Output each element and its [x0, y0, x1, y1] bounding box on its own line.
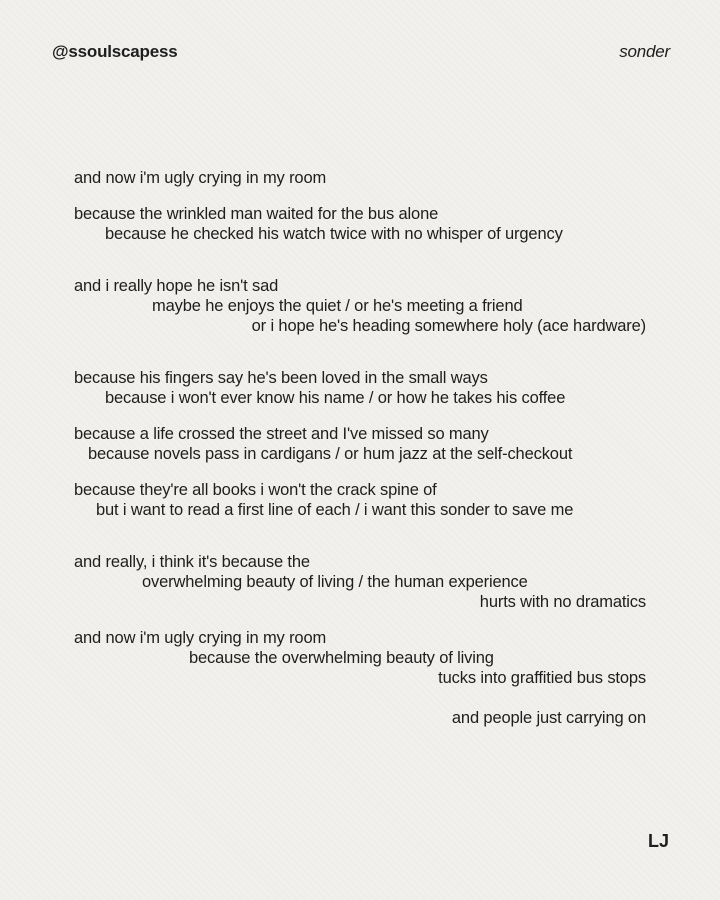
- poem-line: and people just carrying on: [451, 709, 646, 727]
- poem-line: because novels pass in cardigans / or hum jazz at the self-checkout: [88, 445, 573, 463]
- poem-line: because the wrinkled man waited for the bus alone: [74, 205, 439, 223]
- poem-line: tucks into graffitied bus stops: [438, 669, 646, 687]
- poem-line: and now i'm ugly crying in my room: [74, 629, 327, 647]
- poem-line: because he checked his watch twice with no whisper of urgency: [105, 225, 563, 243]
- poem-line: because a life crossed the street and I've missed so many: [74, 425, 489, 443]
- poem-line: or i hope he's heading somewhere holy (ace hardware): [251, 317, 646, 335]
- poem-line: because they're all books i won't the crack spine of: [74, 481, 437, 499]
- poem-line: because the overwhelming beauty of living: [189, 649, 494, 667]
- poem-line: overwhelming beauty of living / the human experience: [142, 573, 528, 591]
- poem-line: because his fingers say he's been loved in the small ways: [74, 369, 488, 387]
- author-handle: @ssoulscapess: [52, 42, 178, 61]
- poem-line: maybe he enjoys the quiet / or he's meeting a friend: [152, 297, 523, 315]
- poem-line: because i won't ever know his name / or how he takes his coffee: [105, 389, 566, 407]
- poem-line: but i want to read a first line of each / i want this sonder to save me: [96, 501, 574, 519]
- poem-line: and now i'm ugly crying in my room: [74, 169, 327, 187]
- poem-line: and i really hope he isn't sad: [74, 277, 279, 295]
- poem-line: hurts with no dramatics: [479, 593, 646, 611]
- poem-title: sonder: [619, 42, 670, 61]
- poem-line: and really, i think it's because the: [74, 553, 310, 571]
- signature: LJ: [647, 831, 669, 851]
